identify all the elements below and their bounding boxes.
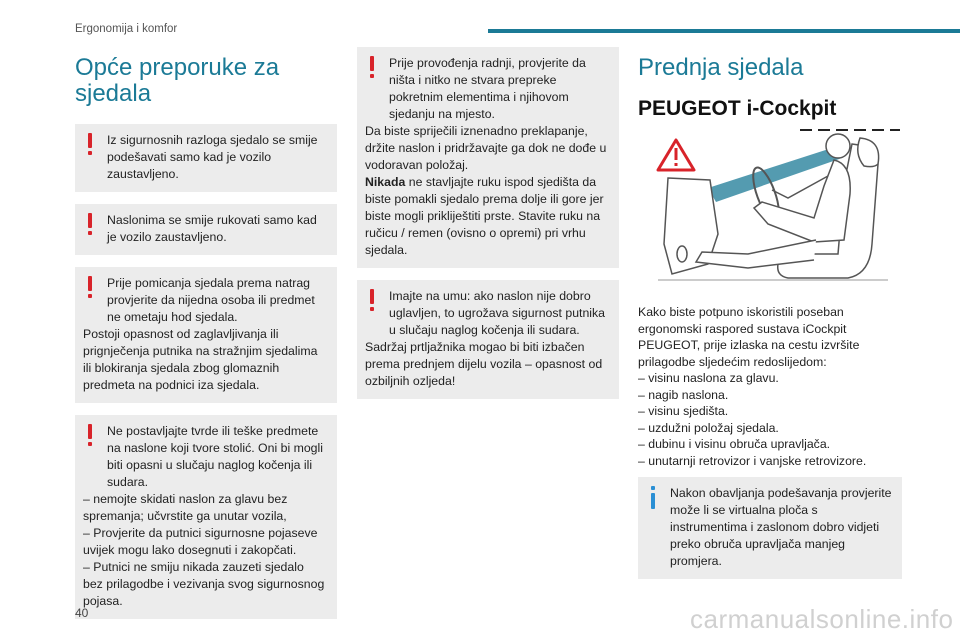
warning-box [357,280,619,399]
exclamation-icon [85,424,95,448]
warning-text: Imajte na umu: ako naslon nije dobro uglavljen, to ugrožava sigurnost putnika u slučaju naglog kočenja ili sudara. [389,289,606,337]
header-accent-bar [488,29,960,33]
warning-box [75,204,337,255]
list-item: – visinu sjedišta. [638,404,729,419]
warning-text: Prije pomicanja sjedala prema natrag provjerite da nijedna osoba ili predmet ne ometaju hod sjedala. [107,275,315,324]
subsection-title-icockpit: PEUGEOT i-Cockpit [638,97,837,121]
warning-text: Postoji opasnost od zaglavljivanja ili prignječenja putnika na stražnjim sjedalima ili blokiranja sjedala zbog glomaznih predmeta na podnici iza sjedala. [83,326,318,392]
adjustment-steps [638,370,902,469]
exclamation-icon [85,213,95,237]
column-general-recommendations [75,55,337,631]
warning-text: Naslonima se smije rukovati samo kad je vozilo zaustavljeno. [107,212,317,244]
column-front-seats [638,55,902,591]
section-title-general: Opće preporuke za sjedala [75,54,280,108]
list-item: – visinu naslona za glavu. [638,371,779,386]
list-item: – nagib naslona. [638,387,729,402]
warning-text: Ne postavljajte tvrde ili teške predmete na naslone koji tvore stolić. Oni bi mogli biti opasni u slučaju naglog kočenja ili sudara. [107,423,323,489]
warning-text: Nikada ne stavljajte ruku ispod sjedišta da biste pomakli sjedalo prema dolje ili gore jer biste mogli prikliještiti prste. Stavite ruku na ručicu / remen (ovisno o opremi) pri vrhu sjedala. [365,175,604,257]
info-text: Nakon obavljanja podešavanja provjerite može li se virtualna ploča s instrumentima i zaslonom dobro vidjeti preko obruča upravljača manjeg promjera. [670,486,892,569]
page-number: 40 [75,606,89,620]
warning-box [75,267,337,403]
warning-list-item: – Provjerite da putnici sigurnosne pojaseve uvijek mogu lako dosegnuti i zakopčati. [83,525,318,557]
intro-paragraph: Kako biste potpuno iskoristili poseban ergonomski raspored sustava iCockpit PEUGEOT, prije izlaska na cestu izvršite prilagodbe sljedećim redoslijedom: [638,305,860,369]
exclamation-icon [367,289,377,313]
info-box [638,477,902,579]
warning-box [75,415,337,619]
exclamation-icon [85,133,95,157]
info-icon [648,486,658,510]
warning-text: Sadržaj prtljažnika mogao bi biti izbačen prema prednjem dijelu vozila – opasnost od ozbiljnih ozljeda! [365,340,603,388]
driver-seat-diagram [638,124,902,294]
warning-text: Da biste spriječili iznenadno preklapanje, držite naslon i pridržavajte ga dok ne dođe u vodoravan položaj. [365,124,607,172]
warning-list-item: – nemojte skidati naslon za glavu bez spremanja; učvrstite ga unutar vozila, [83,491,288,523]
watermark: carmanualsonline.info [690,604,954,634]
warning-triangle-icon [658,140,694,170]
warning-box [357,47,619,268]
driving-position-illustration [638,124,902,294]
section-title-front-seats: Prednja sjedala [638,54,804,81]
bold-keyword: Nikada [365,175,406,189]
list-item: – unutarnji retrovizor i vanjske retrovizore. [638,453,867,468]
running-header: Ergonomija i komfor [75,23,178,35]
warning-text: Iz sigurnosnih razloga sjedalo se smije podešavati samo kad je vozilo zaustavljeno. [107,132,318,181]
warning-list-item: – Putnici ne smiju nikada zauzeti sjedalo bez prilagodbe i vezivanja svog sigurnosnog pojasa. [83,559,325,608]
warning-text: Prije provođenja radnji, provjerite da ništa i nitko ne stvara prepreke pokretnim elementima i njihovom sjedanju na mjesto. [389,56,586,121]
column-warnings [357,47,619,411]
warning-box [75,124,337,192]
list-item: – uzdužni položaj sjedala. [638,420,779,435]
exclamation-icon [85,276,95,300]
exclamation-icon [367,56,377,80]
list-item: – dubinu i visinu obruča upravljača. [638,437,831,452]
